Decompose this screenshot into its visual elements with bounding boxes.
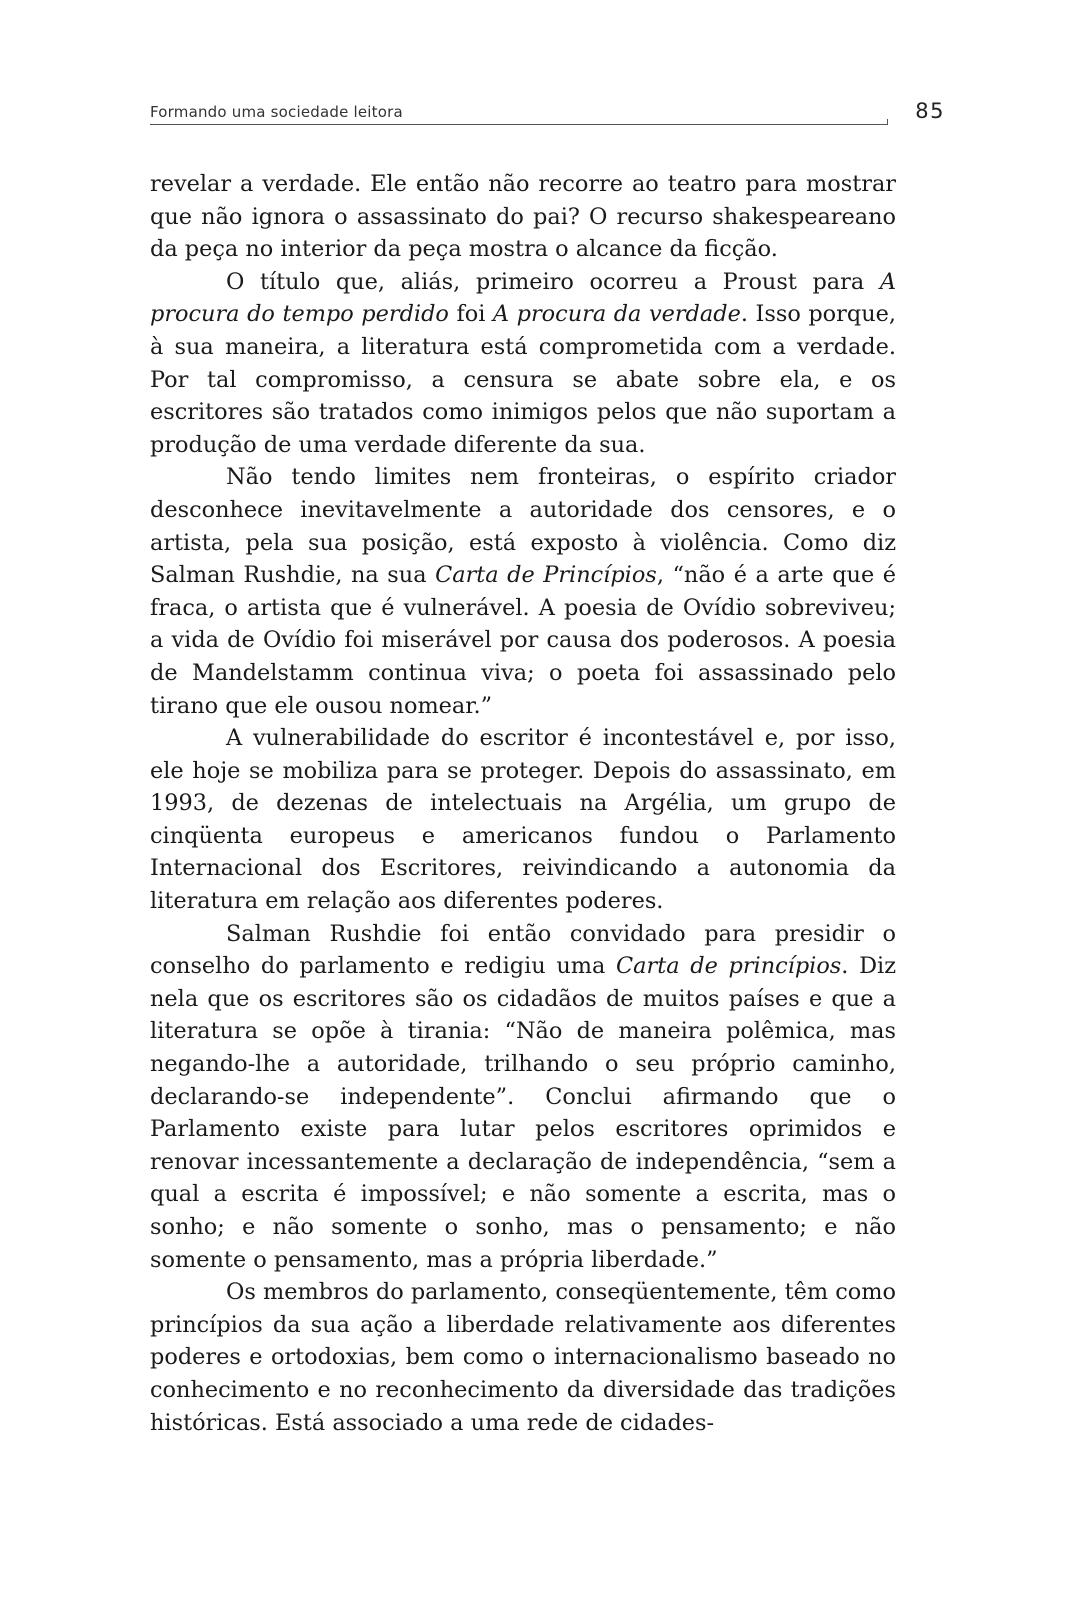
text-segment: Salman Rushdie foi então convidado para presidir o conselho do parlamento e redigiu uma (150, 920, 896, 980)
italic-title: Carta de princípios (616, 953, 842, 980)
running-header (150, 99, 945, 127)
text-segment: Os membros do parlamento, conseqüentemente, têm como princípios da sua ação a liberdade relativamente aos diferentes poderes e ortodoxias, bem como o internacionalismo baseado no conhecimento e no reconhecimento da diversidade das tradições históricas. Está associado a uma rede de cidades- (150, 1279, 896, 1436)
body-text (150, 168, 896, 1439)
paragraph (150, 168, 896, 266)
italic-title: A procura da verdade (492, 301, 741, 328)
paragraph (150, 266, 896, 462)
text-segment: . Diz nela que os escritores são os cidadãos de muitos países e que a literatura se opõe à tirania: “Não de maneira polêmica, mas negando-lhe a autoridade, trilhando o seu próprio caminho, declarando-se independente”. Conclui afirmando que o Parlamento existe para lutar pelos escritores oprimidos e renovar incessantemente a declaração de independência, “sem a qual a escrita é impossível; e não somente a escrita, mas o sonho; e não somente o sonho, mas o pensamento; e não somente o pensamento, mas a própria liberdade.” (150, 953, 897, 1273)
text-segment: revelar a verdade. Ele então não recorre ao teatro para mostrar que não ignora o assassinato do pai? O recurso shakespeareano da peça no interior da peça mostra o alcance da ficção. (150, 171, 896, 263)
running-title: Formando uma sociedade leitora (150, 103, 403, 121)
header-rule (150, 124, 888, 125)
italic-title: Carta de Princípios (435, 562, 657, 589)
paragraph (150, 1276, 896, 1439)
paragraph (150, 461, 896, 722)
text-segment: O título que, aliás, primeiro ocorreu a Proust para (226, 268, 880, 295)
paragraph (150, 918, 896, 1277)
page-number: 85 (915, 99, 945, 123)
header-rule-tick (887, 119, 888, 125)
text-segment: . Isso porque, à sua maneira, a literatura está comprometida com a verdade. Por tal compromisso, a censura se abate sobre ela, e os escritores são tratados como inimigos pelos que não suportam a produção de uma verdade diferente da sua. (150, 301, 896, 458)
text-segment: Não tendo limites nem fronteiras, o espírito criador desconhece inevitavelmente a autoridade dos censores, e o artista, pela sua posição, está exposto à violência. Como diz Salman Rushdie, na sua (150, 464, 896, 589)
italic-title: A procura do tempo perdido (150, 268, 896, 328)
text-segment: A vulnerabilidade do escritor é incontestável e, por isso, ele hoje se mobiliza para se proteger. Depois do assassinato, em 1993, de dezenas de intelectuais na Argélia, um grupo de cinqüenta europeus e americanos fundou o Parlamento Internacional dos Escritores, reivindicando a autonomia da literatura em relação aos diferentes poderes. (150, 725, 896, 915)
text-segment: foi (448, 301, 493, 328)
text-segment: , “não é a arte que é fraca, o artista que é vulnerável. A poesia de Ovídio sobreviveu; a vida de Ovídio foi miserável por causa dos poderosos. A poesia de Mandelstamm continua viva; o poeta foi assassinado pelo tirano que ele ousou nomear.” (150, 562, 897, 719)
paragraph (150, 722, 896, 918)
